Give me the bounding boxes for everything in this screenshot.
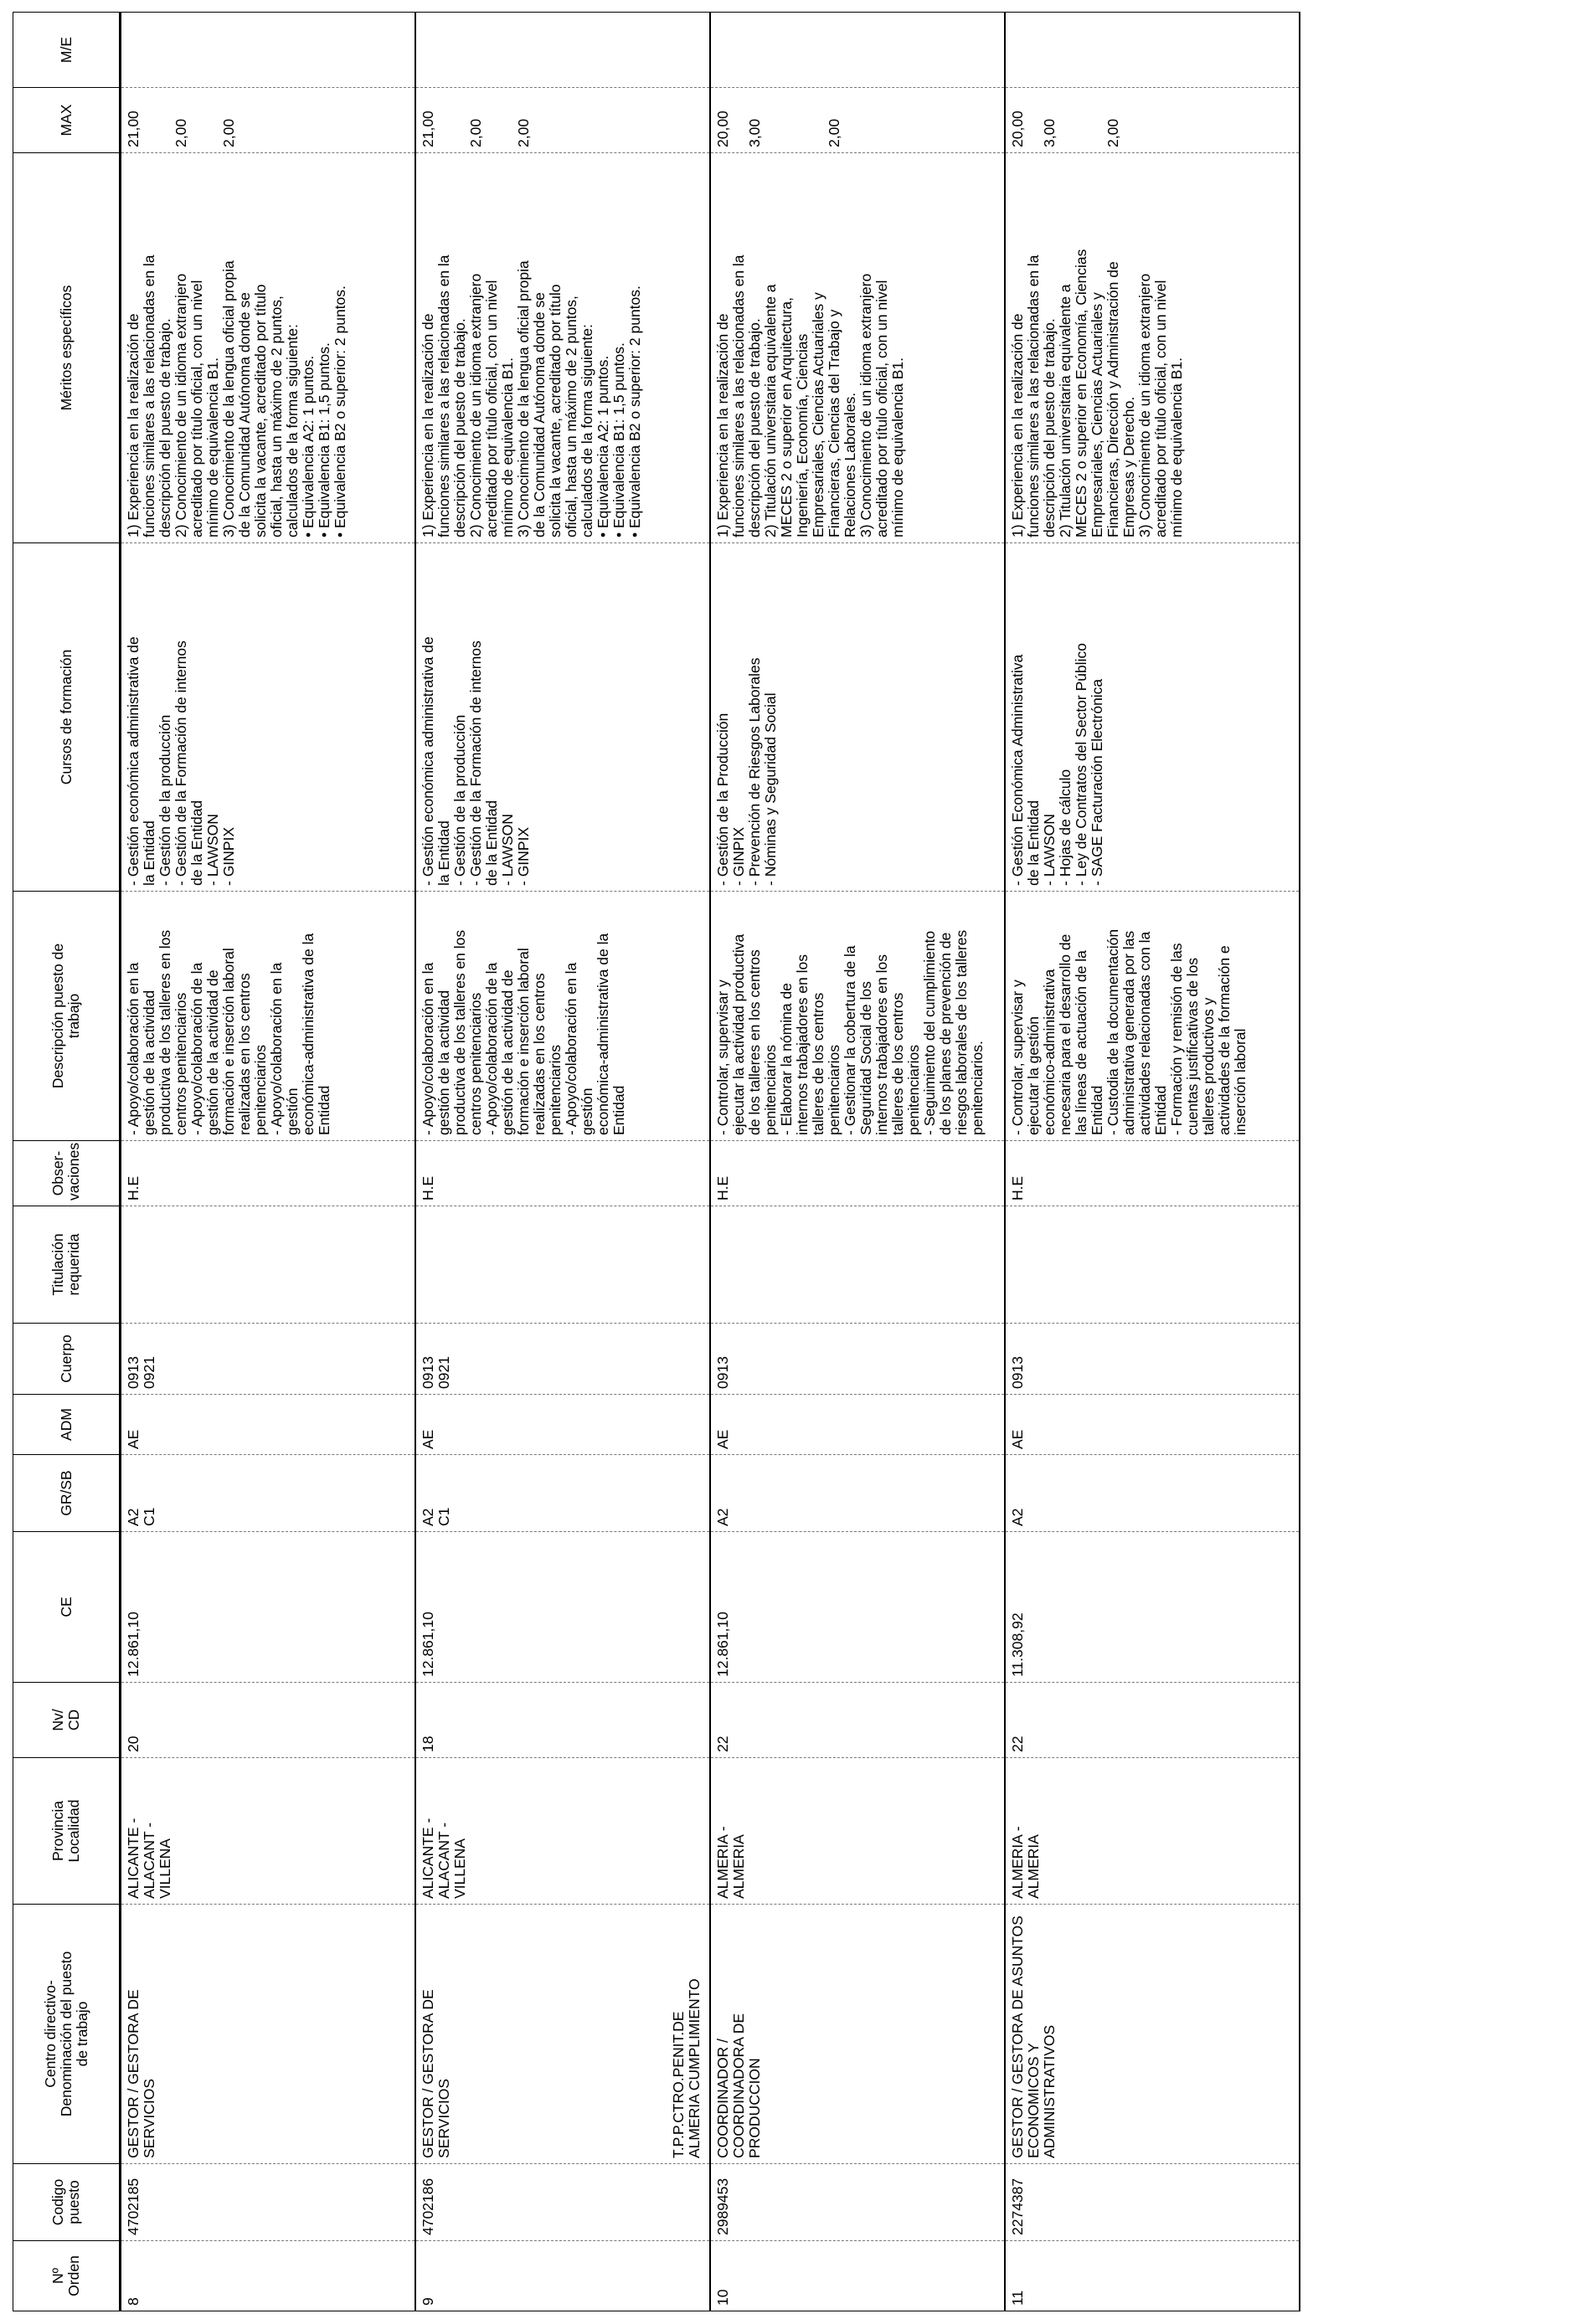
table-header-row bbox=[13, 13, 121, 2311]
cell-orden: 8 bbox=[121, 2241, 415, 2311]
header-adm: ADM bbox=[13, 1395, 121, 1455]
cell-me bbox=[121, 13, 415, 88]
cell-nivel: 22 bbox=[710, 1683, 1005, 1758]
cell-grupo: A2 bbox=[710, 1455, 1005, 1532]
cell-codigo: 2989453 bbox=[710, 2164, 1005, 2241]
cell-ce: 12.861,10 bbox=[121, 1532, 415, 1683]
cell-descripcion: - Apoyo/colaboración en la gestión de la actividad productiva de los talleres en los centros penitenciarios - Apoyo/colaboración de la gestión de la actividad de formación e inserción laboral realizadas en los centros penitenciarios - Apoyo/colaboración en la gestión económica-administrativa de la Entidad bbox=[121, 892, 415, 1141]
cell-codigo: 4702186 bbox=[415, 2164, 710, 2241]
cell-nivel: 20 bbox=[121, 1683, 415, 1758]
cell-max: 21,00 2,00 2,00 bbox=[121, 88, 415, 153]
cell-adm: AE bbox=[710, 1395, 1005, 1455]
cell-cursos: - Gestión de la Producción - GINPIX - Prevención de Riesgos Laborales - Nóminas y Seguridad Social bbox=[710, 543, 1005, 892]
header-codigo: Codigo puesto bbox=[13, 2164, 121, 2241]
cell-codigo: 2274387 bbox=[1005, 2164, 1300, 2241]
header-provincia: Provincia Localidad bbox=[13, 1758, 121, 1905]
cell-cuerpo: 0913 0921 bbox=[121, 1324, 415, 1395]
header-cuerpo: Cuerpo bbox=[13, 1324, 121, 1395]
cell-titulacion bbox=[415, 1206, 710, 1324]
cell-meritos: 1) Experiencia en la realización de funciones similares a las relacionadas en la descripción del puesto de trabajo. 2) Conocimiento de un idioma extranjero acreditado por título oficial, con un nivel mínimo de equivalencia B1. 3) Conocimiento de la lengua oficial propia de la Comunidad Autónoma donde se solicita la vacante, acreditado por título oficial, hasta un máximo de 2 puntos, calculados de la forma siguiente: • Equivalencia A2: 1 puntos. • Equivalencia B1: 1,5 puntos. • Equivalencia B2 o superior: 2 puntos. bbox=[121, 153, 415, 543]
cell-titulacion bbox=[710, 1206, 1005, 1324]
cell-grupo: A2 bbox=[1005, 1455, 1300, 1532]
cell-cuerpo: 0913 0921 bbox=[415, 1324, 710, 1395]
cell-centro: COORDINADOR / COORDINADORA DE PRODUCCION bbox=[710, 1905, 1005, 2164]
cell-titulacion bbox=[121, 1206, 415, 1324]
cell-meritos: 1) Experiencia en la realización de funciones similares a las relacionadas en la descripción del puesto de trabajo. 2) Titulación universitaria equivalente a MECES 2 o superior en Economía, Ciencias Empresariales, Ciencias Actuariales y Financieras, Dirección y Administración de Empresas y Derecho. 3) Conocimiento de un idioma extranjero acreditado por título oficial, con un nivel mínimo de equivalencia B1. bbox=[1005, 153, 1300, 543]
cell-provincia: ALMERIA - ALMERIA bbox=[710, 1758, 1005, 1905]
cell-descripcion: - Controlar, supervisar y ejecutar la gestión económico-administrativa necesaria para el desarrollo de las líneas de actuación de la Entidad - Custodia de la documentación administrativa generada por las actividades relacionadas con la Entidad - Formación y remisión de las cuentas justificativas de los talleres productivos y actividades de la formación e inserción laboral bbox=[1005, 892, 1300, 1141]
cell-max: 20,00 3,00 2,00 bbox=[1005, 88, 1300, 153]
cell-grupo: A2 C1 bbox=[415, 1455, 710, 1532]
table-row bbox=[710, 13, 1005, 2311]
cell-ce: 11.308,92 bbox=[1005, 1532, 1300, 1683]
cell-cursos: - Gestión económica administrativa de la Entidad - Gestión de la producción - Gestión de la Formación de internos de la Entidad - LAWSON - GINPIX bbox=[415, 543, 710, 892]
cell-ce: 12.861,10 bbox=[710, 1532, 1005, 1683]
cell-observaciones: H.E bbox=[710, 1141, 1005, 1206]
cell-me bbox=[710, 13, 1005, 88]
cell-adm: AE bbox=[121, 1395, 415, 1455]
cell-meritos: 1) Experiencia en la realización de funciones similares a las relacionadas en la descripción del puesto de trabajo. 2) Conocimiento de un idioma extranjero acreditado por título oficial, con un nivel mínimo de equivalencia B1. 3) Conocimiento de la lengua oficial propia de la Comunidad Autónoma donde se solicita la vacante, acreditado por título oficial, hasta un máximo de 2 puntos, calculados de la forma siguiente: • Equivalencia A2: 1 puntos. • Equivalencia B1: 1,5 puntos. • Equivalencia B2 o superior: 2 puntos. bbox=[415, 153, 710, 543]
positions-table bbox=[13, 12, 1300, 2311]
header-ce: CE bbox=[13, 1532, 121, 1683]
cell-ce: 12.861,10 bbox=[415, 1532, 710, 1683]
cell-centro-unit: T.P.P.CTRO.PENIT.DE ALMERIA CUMPLIMIENTO bbox=[669, 1978, 703, 2158]
cell-provincia: ALICANTE - ALACANT - VILLENA bbox=[415, 1758, 710, 1905]
cell-cursos: - Gestión Económica Administrativa de la Entidad - LAWSON - Hojas de cálculo - Ley de Contratos del Sector Público - SAGE Facturación Electrónica bbox=[1005, 543, 1300, 892]
header-max: MAX bbox=[13, 88, 121, 153]
cell-cursos: - Gestión económica administrativa de la Entidad - Gestión de la producción - Gestión de la Formación de internos de la Entidad - LAWSON - GINPIX bbox=[121, 543, 415, 892]
cell-centro-text: GESTOR / GESTORA DE SERVICIOS bbox=[419, 1989, 452, 2158]
cell-cuerpo: 0913 bbox=[710, 1324, 1005, 1395]
cell-observaciones: H.E bbox=[121, 1141, 415, 1206]
cell-centro: GESTOR / GESTORA DE ASUNTOS ECONOMICOS Y ADMINISTRATIVOS bbox=[1005, 1905, 1300, 2164]
cell-max: 20,00 3,00 2,00 bbox=[710, 88, 1005, 153]
cell-observaciones: H.E bbox=[1005, 1141, 1300, 1206]
cell-descripcion: - Apoyo/colaboración en la gestión de la actividad productiva de los talleres en los centros penitenciarios - Apoyo/colaboración de la gestión de la actividad de formación e inserción laboral realizadas en los centros penitenciarios - Apoyo/colaboración en la gestión económica-administrativa de la Entidad bbox=[415, 892, 710, 1141]
cell-orden: 10 bbox=[710, 2241, 1005, 2311]
header-observaciones: Obser- vaciones bbox=[13, 1141, 121, 1206]
cell-orden: 9 bbox=[415, 2241, 710, 2311]
table-row bbox=[121, 13, 415, 2311]
cell-nivel: 18 bbox=[415, 1683, 710, 1758]
cell-meritos: 1) Experiencia en la realización de funciones similares a las relacionadas en la descripción del puesto de trabajo. 2) Titulación universitaria equivalente a MECES 2 o superior en Arquitectura, Ingeniería, Economía, Ciencias Empresariales, Ciencias Actuariales y Financieras, Ciencias del Trabajo y Relaciones Laborales. 3) Conocimiento de un idioma extranjero acreditado por título oficial, con un nivel mínimo de equivalencia B1. bbox=[710, 153, 1005, 543]
cell-cuerpo: 0913 bbox=[1005, 1324, 1300, 1395]
cell-grupo: A2 C1 bbox=[121, 1455, 415, 1532]
header-me: M/E bbox=[13, 13, 121, 88]
header-grupo: GR/SB bbox=[13, 1455, 121, 1532]
cell-codigo: 4702185 bbox=[121, 2164, 415, 2241]
cell-titulacion bbox=[1005, 1206, 1300, 1324]
cell-orden: 11 bbox=[1005, 2241, 1300, 2311]
cell-centro bbox=[415, 1905, 710, 2164]
cell-me bbox=[415, 13, 710, 88]
header-orden: Nº Orden bbox=[13, 2241, 121, 2311]
cell-adm: AE bbox=[1005, 1395, 1300, 1455]
header-centro: Centro directivo- Denominación del puesto de trabajo bbox=[13, 1905, 121, 2164]
header-nivel: Nv/ CD bbox=[13, 1683, 121, 1758]
cell-max: 21,00 2,00 2,00 bbox=[415, 88, 710, 153]
cell-me bbox=[1005, 13, 1300, 88]
header-titulacion: Titulación requerida bbox=[13, 1206, 121, 1324]
table-row bbox=[415, 13, 710, 2311]
table-row bbox=[1005, 13, 1300, 2311]
cell-centro: GESTOR / GESTORA DE SERVICIOS bbox=[121, 1905, 415, 2164]
cell-observaciones: H.E bbox=[415, 1141, 710, 1206]
cell-descripcion: - Controlar, supervisar y ejecutar la actividad productiva de los talleres en los centros penitenciarios - Elaborar la nómina de internos trabajadores en los talleres de los centros penitenciarios - Gestionar la cobertura de la Seguridad Social de los internos trabajadores en los talleres de los centros penitenciarios - Seguimiento del cumplimiento de los planes de prevención de riesgos laborales de los talleres penitenciarios. bbox=[710, 892, 1005, 1141]
header-descripcion: Descripción puesto de trabajo bbox=[13, 892, 121, 1141]
cell-nivel: 22 bbox=[1005, 1683, 1300, 1758]
cell-provincia: ALMERIA - ALMERIA bbox=[1005, 1758, 1300, 1905]
header-meritos: Méritos específicos bbox=[13, 153, 121, 543]
header-cursos: Cursos de formación bbox=[13, 543, 121, 892]
cell-adm: AE bbox=[415, 1395, 710, 1455]
cell-provincia: ALICANTE - ALACANT - VILLENA bbox=[121, 1758, 415, 1905]
